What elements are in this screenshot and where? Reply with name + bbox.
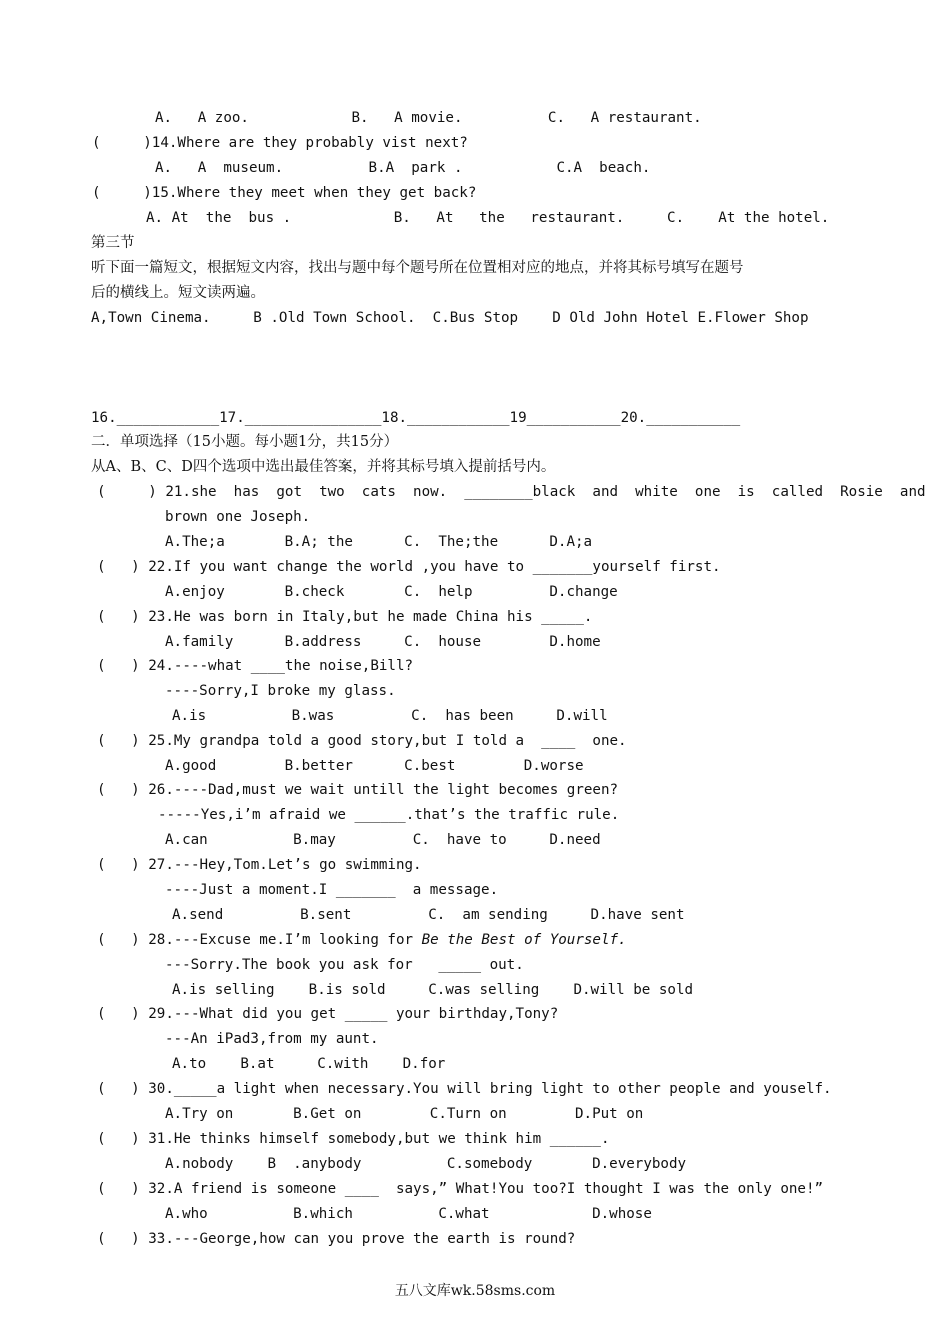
q27-options: A.send B.sent C. am sending D.have sent: [172, 907, 685, 923]
q26-question: ( ) 26.----Dad,must we wait untill the light becomes green?: [97, 782, 619, 798]
place-options: A,Town Cinema. B .Old Town School. C.Bus Stop D Old John Hotel E.Flower Shop: [91, 310, 809, 326]
q29-options: A.to B.at C.with D.for: [172, 1056, 446, 1072]
q22-question: ( ) 22.If you want change the world ,you have to _______yourself first.: [97, 559, 721, 575]
q21-question: ( ) 21.she has got two cats now. ________black and white one is called Rosie and: [97, 484, 926, 500]
part-2-instructions: 从A、B、C、D四个选项中选出最佳答案，并将其标号填入提前括号内。: [91, 459, 556, 475]
page-footer-watermark: 五八文库wk.58sms.com: [394, 1283, 556, 1299]
q31-question: ( ) 31.He thinks himself somebody,but we think him ______.: [97, 1131, 610, 1147]
q28-options: A.is selling B.is sold C.was selling D.will be sold: [172, 982, 694, 998]
q29-question: ( ) 29.---What did you get _____ your birthday,Tony?: [97, 1006, 559, 1022]
q23-question: ( ) 23.He was born in Italy,but he made China his _____.: [97, 609, 593, 625]
answer-blanks-16-20: 16.____________17.________________18.____________19___________20.___________: [91, 410, 741, 426]
q25-question: ( ) 25.My grandpa told a good story,but I told a ____ one.: [97, 733, 627, 749]
q21-options: A.The;a B.A; the C. The;the D.A;a: [165, 534, 593, 550]
q24-options: A.is B.was C. has been D.will: [172, 708, 608, 724]
q24-question: ( ) 24.----what ____the noise,Bill?: [97, 658, 414, 674]
q28-book-title: Be the Best of Yourself.: [421, 932, 627, 948]
q31-options: A.nobody B .anybody C.somebody D.everybody: [165, 1156, 687, 1172]
q15-question: ( )15.Where they meet when they get back?: [92, 185, 477, 201]
q25-options: A.good B.better C.best D.worse: [165, 758, 584, 774]
q22-options: A.enjoy B.check C. help D.change: [165, 584, 618, 600]
q21-question-cont: brown one Joseph.: [165, 509, 311, 525]
q32-options: A.who B.which C.what D.whose: [165, 1206, 652, 1222]
q26-options: A.can B.may C. have to D.need: [165, 832, 601, 848]
q27-dialog: ----Just a moment.I _______ a message.: [165, 882, 499, 898]
section-3-instructions-2: 后的横线上。短文读两遍。: [91, 285, 265, 301]
q27-question: ( ) 27.---Hey,Tom.Let’s go swimming.: [97, 857, 422, 873]
part-2-heading: 二．单项选择（15小题。每小题1分，共15分）: [91, 434, 399, 450]
q28-question: [97, 930, 627, 950]
q29-dialog: ---An iPad3,from my aunt.: [165, 1031, 379, 1047]
q30-question: ( ) 30._____a light when necessary.You will bring light to other people and youself.: [97, 1081, 832, 1097]
q30-options: A.Try on B.Get on C.Turn on D.Put on: [165, 1106, 644, 1122]
q13-options: A. A zoo. B. A movie. C. A restaurant.: [155, 110, 702, 126]
q28-question-text: ( ) 28.---Excuse me.I’m looking for: [97, 932, 422, 948]
section-3-instructions-1: 听下面一篇短文，根据短文内容，找出与题中每个题号所在位置相对应的地点，并将其标号填写在题号: [91, 260, 744, 276]
q33-question: ( ) 33.---George,how can you prove the earth is round?: [97, 1231, 576, 1247]
q14-question: ( )14.Where are they probably vist next?: [92, 135, 468, 151]
q26-dialog: -----Yes,i’m afraid we ______.that’s the traffic rule.: [158, 807, 620, 823]
q24-dialog: ----Sorry,I broke my glass.: [165, 683, 396, 699]
q28-dialog: ---Sorry.The book you ask for _____ out.: [165, 957, 524, 973]
q32-question: ( ) 32.A friend is someone ____ says,” What!You too?I thought I was the only one!”: [97, 1181, 824, 1197]
q14-options: A. A museum. B.A park . C.A beach.: [155, 160, 651, 176]
q23-options: A.family B.address C. house D.home: [165, 634, 601, 650]
q15-options: A. At the bus . B. At the restaurant. C. At the hotel.: [146, 210, 830, 226]
section-3-heading: 第三节: [91, 235, 135, 251]
